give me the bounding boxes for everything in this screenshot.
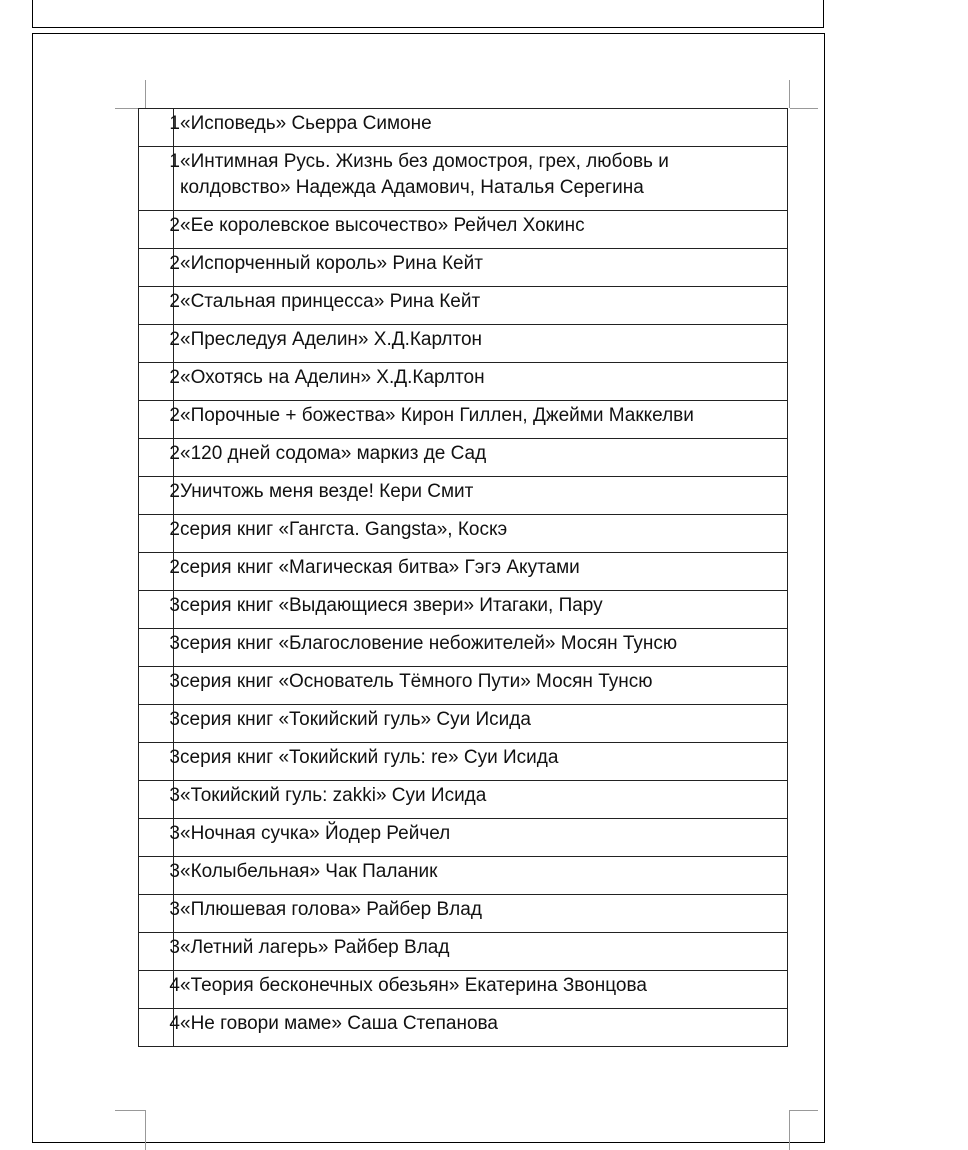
book-title-cell[interactable]: серия книг «Гангста. Gangsta», Коскэ	[174, 515, 788, 553]
crop-mark	[145, 1110, 146, 1150]
row-number: 3	[169, 747, 180, 768]
crop-mark	[790, 1110, 818, 1111]
table-row	[139, 553, 788, 591]
row-number: 2	[169, 443, 180, 464]
book-title-cell[interactable]: «Преследуя Аделин» Х.Д.Карлтон	[174, 325, 788, 363]
row-number: 2	[169, 557, 180, 578]
book-title-cell[interactable]: «120 дней содома» маркиз де Сад	[174, 439, 788, 477]
row-number: 2	[169, 329, 180, 350]
row-number-cell	[139, 933, 180, 971]
crop-mark	[115, 1110, 145, 1111]
row-number: 4	[169, 1013, 180, 1034]
row-number-cell	[139, 249, 180, 287]
row-number: 2	[169, 215, 180, 236]
table-row	[139, 743, 788, 781]
table-row	[139, 477, 788, 515]
row-number-cell	[139, 591, 180, 629]
row-number: 3	[169, 937, 180, 958]
row-number: 3	[169, 633, 180, 654]
row-number-cell	[139, 667, 180, 705]
book-title-cell[interactable]: серия книг «Благословение небожителей» Мосян Тунсю	[174, 629, 788, 667]
row-number-cell	[139, 477, 180, 515]
row-number-cell	[139, 515, 180, 553]
book-title-cell[interactable]: серия книг «Основатель Тёмного Пути» Мосян Тунсю	[174, 667, 788, 705]
book-title-cell[interactable]: «Охотясь на Аделин» Х.Д.Карлтон	[174, 363, 788, 401]
book-title-cell[interactable]: «Теория бесконечных обезьян» Екатерина Звонцова	[174, 971, 788, 1009]
table-row	[139, 971, 788, 1009]
row-number-cell	[139, 439, 180, 477]
book-title-cell[interactable]: серия книг «Токийский гуль» Суи Исида	[174, 705, 788, 743]
table-row	[139, 401, 788, 439]
row-number-cell	[139, 629, 180, 667]
row-number: 2	[169, 519, 180, 540]
book-title-cell[interactable]: «Колыбельная» Чак Паланик	[174, 857, 788, 895]
row-number-cell	[139, 971, 180, 1009]
row-number-cell	[139, 401, 180, 439]
table-row	[139, 287, 788, 325]
table-row	[139, 325, 788, 363]
book-title-cell[interactable]: «Испорченный король» Рина Кейт	[174, 249, 788, 287]
row-number: 3	[169, 671, 180, 692]
crop-mark	[790, 108, 818, 109]
row-number-cell	[139, 1009, 180, 1047]
table-row	[139, 895, 788, 933]
table-row	[139, 147, 788, 211]
table-row	[139, 933, 788, 971]
book-title-cell[interactable]: «Ночная сучка» Йодер Рейчел	[174, 819, 788, 857]
book-title-cell[interactable]: серия книг «Токийский гуль: re» Суи Исида	[174, 743, 788, 781]
book-title-cell[interactable]: «Летний лагерь» Райбер Влад	[174, 933, 788, 971]
table-row	[139, 591, 788, 629]
book-title-cell[interactable]: «Ее королевское высочество» Рейчел Хокинс	[174, 211, 788, 249]
row-number: 2	[169, 367, 180, 388]
row-number-cell	[139, 325, 180, 363]
row-number: 3	[169, 823, 180, 844]
row-number-cell	[139, 781, 180, 819]
book-title-cell[interactable]: «Исповедь» Сьерра Симоне	[174, 109, 788, 147]
table-row	[139, 249, 788, 287]
table-body	[139, 109, 788, 1047]
row-number: 2	[169, 291, 180, 312]
row-number-cell	[139, 895, 180, 933]
row-number: 3	[169, 899, 180, 920]
book-list-table	[138, 108, 788, 1047]
book-title-cell[interactable]: «Не говори маме» Саша Степанова	[174, 1009, 788, 1047]
table-row	[139, 857, 788, 895]
row-number-cell	[139, 109, 180, 147]
book-title-cell[interactable]: «Порочные + божества» Кирон Гиллен, Джейми Маккелви	[174, 401, 788, 439]
table-row	[139, 667, 788, 705]
row-number-cell	[139, 857, 180, 895]
table-row	[139, 439, 788, 477]
row-number-cell	[139, 743, 180, 781]
table-row	[139, 705, 788, 743]
book-title-cell[interactable]: «Интимная Русь. Жизнь без домостроя, грех, любовь и колдовство» Надежда Адамович, Наталья Серегина	[174, 147, 788, 211]
row-number: 3	[169, 861, 180, 882]
book-title-cell[interactable]: «Плюшевая голова» Райбер Влад	[174, 895, 788, 933]
table-row	[139, 781, 788, 819]
table-row	[139, 109, 788, 147]
previous-page	[32, 0, 824, 28]
book-title-cell[interactable]: «Стальная принцесса» Рина Кейт	[174, 287, 788, 325]
row-number: 2	[169, 481, 180, 502]
crop-mark	[145, 80, 146, 108]
row-number: 3	[169, 785, 180, 806]
book-title-cell[interactable]: Уничтожь меня везде! Кери Смит	[174, 477, 788, 515]
table-row	[139, 629, 788, 667]
row-number: 4	[169, 975, 180, 996]
row-number: 2	[169, 405, 180, 426]
row-number: 1	[169, 113, 180, 134]
crop-mark	[789, 80, 790, 108]
row-number-cell	[139, 553, 180, 591]
row-number-cell	[139, 147, 180, 211]
crop-mark	[789, 1110, 790, 1150]
row-number-cell	[139, 363, 180, 401]
row-number-cell	[139, 819, 180, 857]
book-title-cell[interactable]: серия книг «Выдающиеся звери» Итагаки, Пару	[174, 591, 788, 629]
row-number-cell	[139, 287, 180, 325]
book-title-cell[interactable]: серия книг «Магическая битва» Гэгэ Акутами	[174, 553, 788, 591]
row-number: 1	[169, 151, 180, 172]
table-row	[139, 1009, 788, 1047]
table-row	[139, 819, 788, 857]
row-number: 3	[169, 595, 180, 616]
row-number: 2	[169, 253, 180, 274]
row-number-cell	[139, 705, 180, 743]
row-number-cell	[139, 211, 180, 249]
table-row	[139, 211, 788, 249]
row-number: 3	[169, 709, 180, 730]
table-row	[139, 515, 788, 553]
table-row	[139, 363, 788, 401]
book-title-cell[interactable]: «Токийский гуль: zakki» Суи Исида	[174, 781, 788, 819]
